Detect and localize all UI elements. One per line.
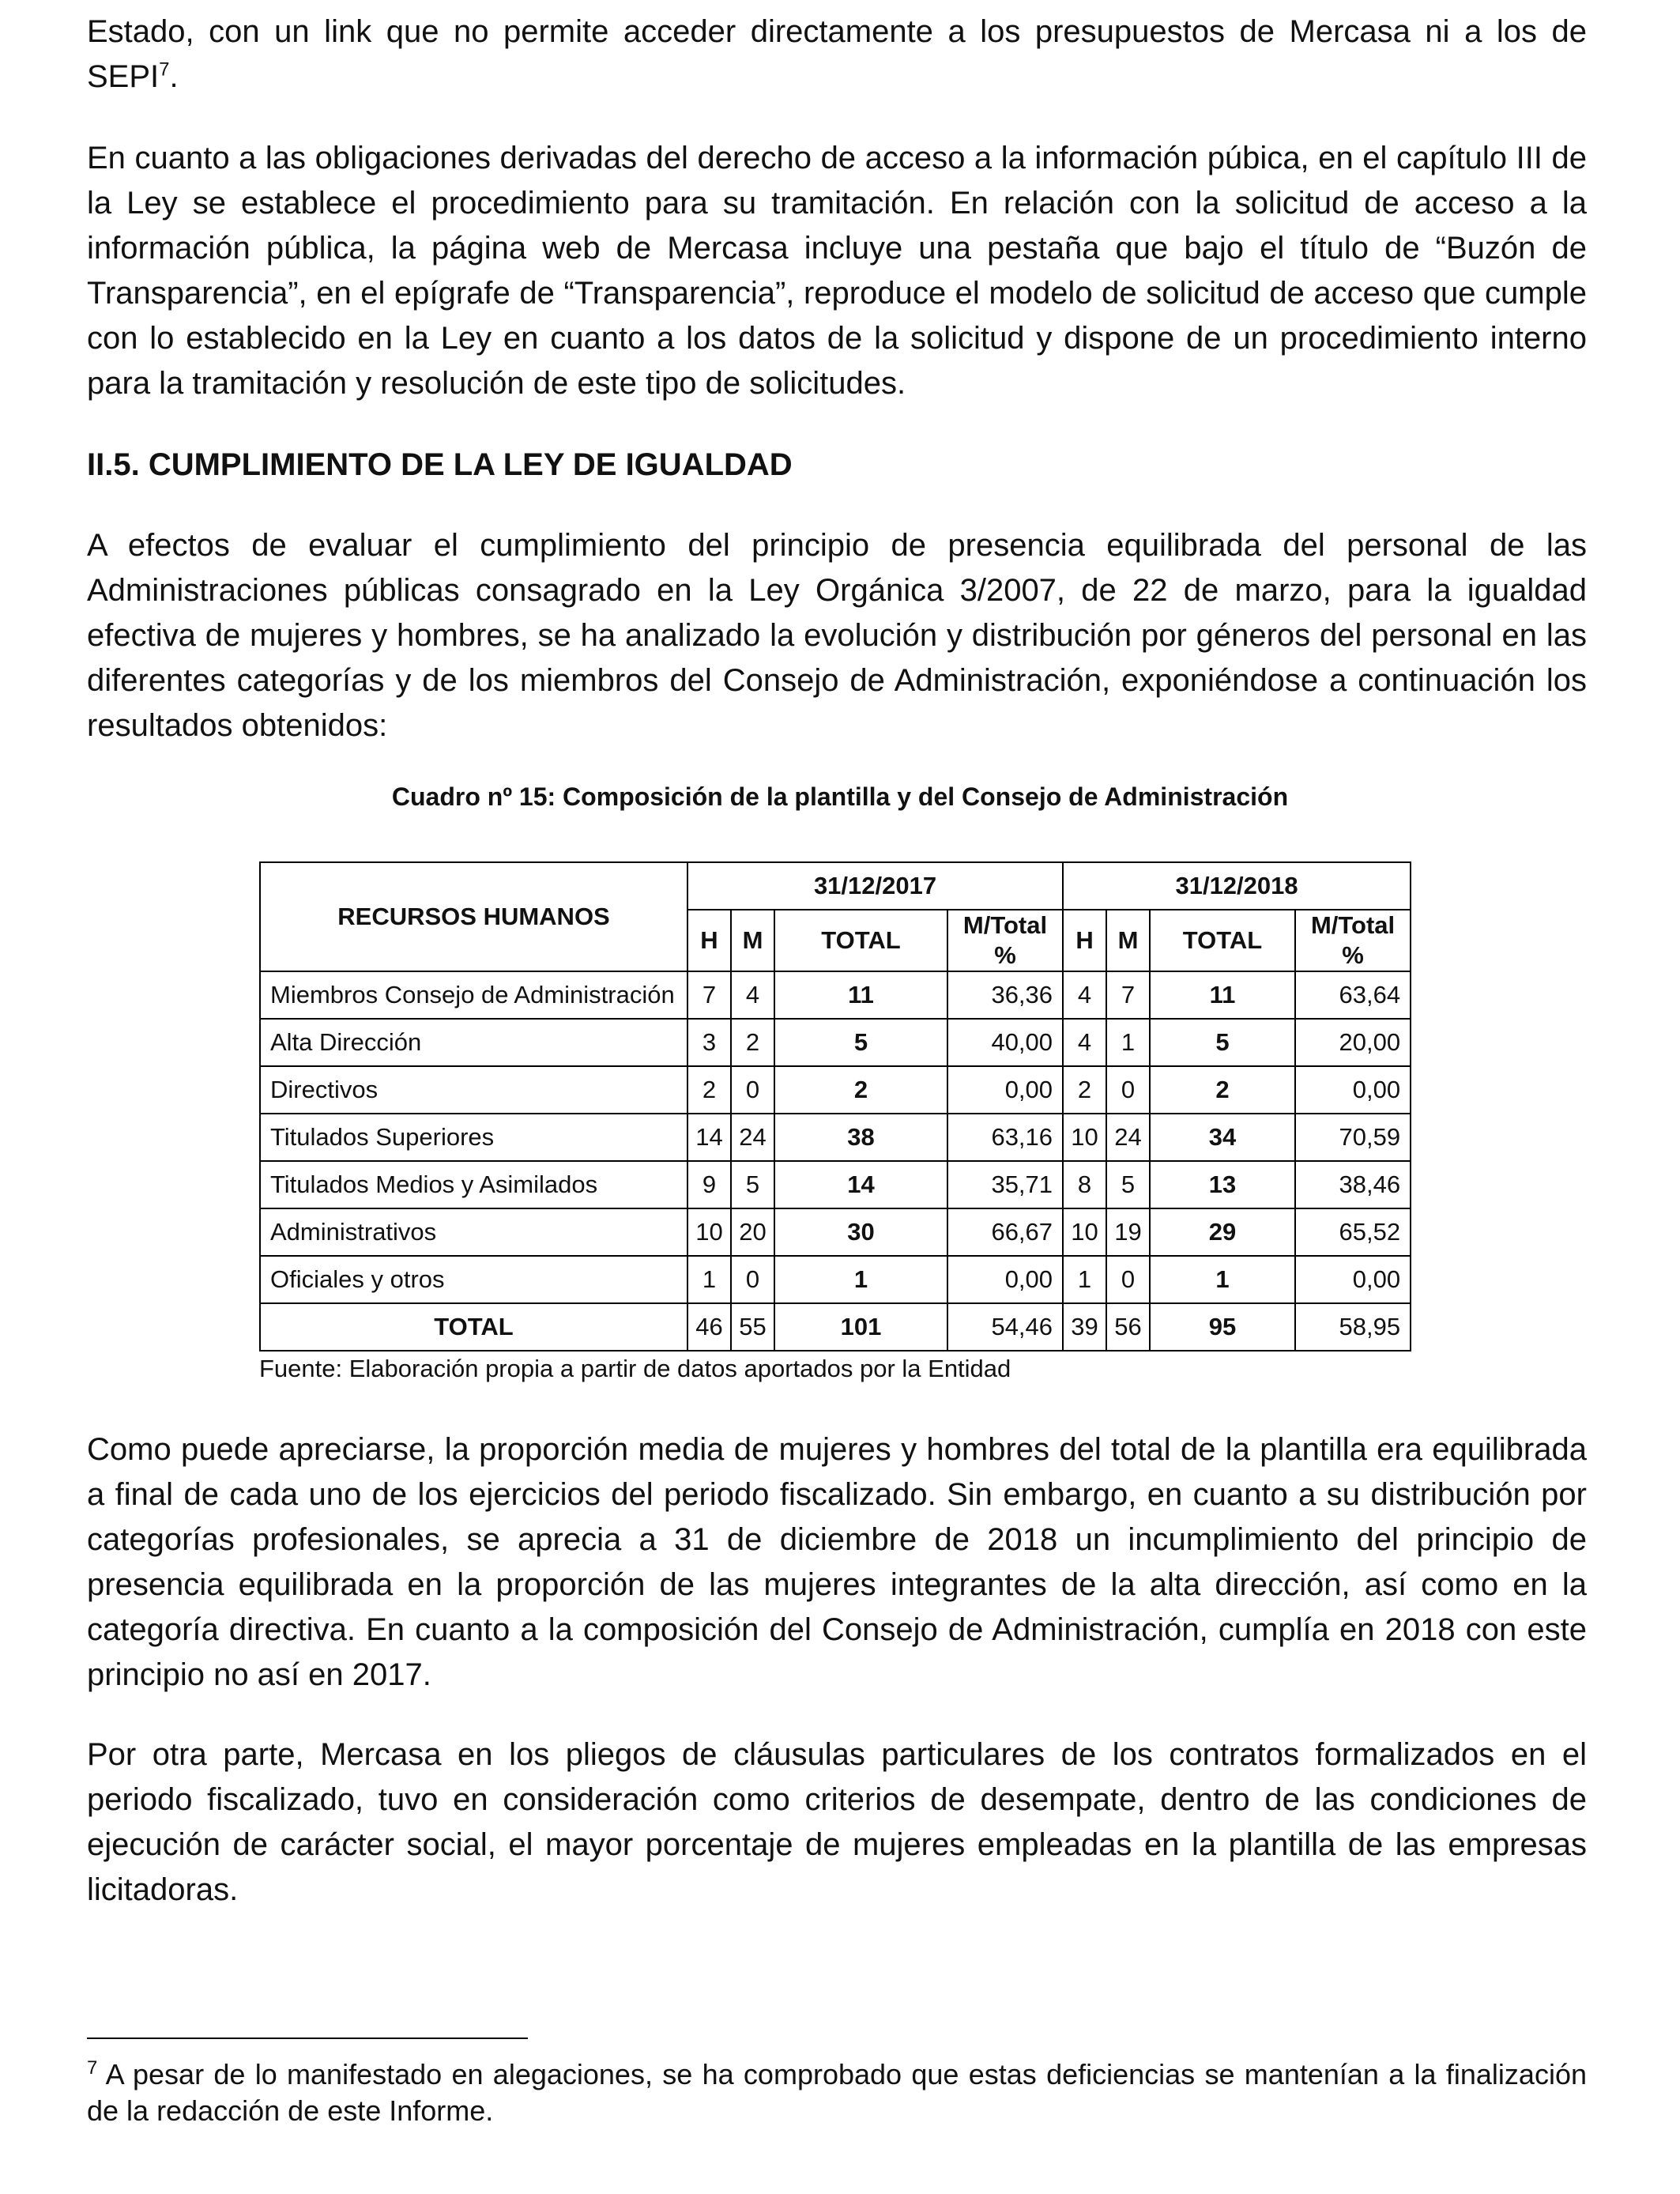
table-row	[260, 1161, 1411, 1208]
cell-pct-2017: 63,16	[947, 1114, 1063, 1161]
cell-pct-2017: 0,00	[947, 1066, 1063, 1114]
cell-m-2017: 5	[731, 1161, 774, 1208]
cell-h-2018: 10	[1063, 1208, 1106, 1256]
col-header-pct-2017: M/Total %	[947, 910, 1063, 971]
total-total-2018: 95	[1150, 1303, 1295, 1351]
cell-total-2017: 1	[774, 1256, 947, 1303]
cell-pct-2018: 0,00	[1295, 1066, 1411, 1114]
row-label: Titulados Medios y Asimilados	[260, 1161, 687, 1208]
table-total-row	[260, 1303, 1411, 1351]
paragraph-equality-evaluation: A efectos de evaluar el cumplimiento del principio de presencia equilibrada del personal de las Administraciones públicas consagrado en la Ley Orgánica 3/2007, de 22 de marzo, para la igualdad efectiva de mujeres y hombres, se ha analizado la evolución y distribución por géneros del personal en las diferentes categorías y de los miembros del Consejo de Administración, exponiéndose a continuación los resultados obtenidos:	[87, 528, 1587, 743]
col-header-h-2018: H	[1063, 910, 1106, 971]
col-header-total-2018: TOTAL	[1150, 910, 1295, 971]
cell-m-2018: 24	[1106, 1114, 1150, 1161]
period-header-2018: 31/12/2018	[1063, 862, 1411, 910]
row-header-cell: RECURSOS HUMANOS	[260, 862, 687, 971]
cell-total-2017: 5	[774, 1019, 947, 1066]
footnote-text: A pesar de lo manifestado en alegaciones, se ha comprobado que estas deficiencias se mantenían a la finalización de la redacción de este Informe.	[87, 2058, 1587, 2127]
total-total-2017: 101	[774, 1303, 947, 1351]
paragraph-intro	[87, 9, 1587, 100]
row-label: Oficiales y otros	[260, 1256, 687, 1303]
table-row	[260, 1114, 1411, 1161]
cell-h-2017: 14	[687, 1114, 731, 1161]
cell-h-2017: 9	[687, 1161, 731, 1208]
paragraph-analysis: Como puede apreciarse, la proporción media de mujeres y hombres del total de la plantilla era equilibrada a final de cada uno de los ejercicios del periodo fiscalizado. Sin embargo, en cuanto a su distribución por categorías profesionales, se aprecia a 31 de diciembre de 2018 un incumplimiento del principio de presencia equilibrada en la proporción de las mujeres integrantes de la alta dirección, así como en la categoría directiva. En cuanto a la composición del Consejo de Administración, cumplía en 2018 con este principio no así en 2017.	[87, 1432, 1587, 1692]
cell-m-2018: 1	[1106, 1019, 1150, 1066]
table-row	[260, 971, 1411, 1019]
section-heading: II.5. CUMPLIMIENTO DE LA LEY DE IGUALDAD	[87, 447, 793, 482]
cell-pct-2018: 70,59	[1295, 1114, 1411, 1161]
cell-total-2017: 30	[774, 1208, 947, 1256]
cell-h-2018: 1	[1063, 1256, 1106, 1303]
cell-m-2018: 0	[1106, 1066, 1150, 1114]
cell-h-2018: 8	[1063, 1161, 1106, 1208]
footnote-ref-7[interactable]: 7	[159, 58, 170, 81]
cell-total-2018: 2	[1150, 1066, 1295, 1114]
paragraph-tender-criteria: Por otra parte, Mercasa en los pliegos de cláusulas particulares de los contratos formalizados en el periodo fiscalizado, tuvo en consideración como criterios de desempate, dentro de las condiciones de ejecución de carácter social, el mayor porcentaje de mujeres empleadas en la plantilla de las empresas licitadoras.	[87, 1737, 1587, 1907]
cell-m-2018: 7	[1106, 971, 1150, 1019]
cell-pct-2018: 63,64	[1295, 971, 1411, 1019]
cell-m-2018: 19	[1106, 1208, 1150, 1256]
cell-m-2017: 24	[731, 1114, 774, 1161]
cell-m-2017: 20	[731, 1208, 774, 1256]
col-header-m-2017: M	[731, 910, 774, 971]
cell-total-2018: 5	[1150, 1019, 1295, 1066]
cell-h-2018: 4	[1063, 971, 1106, 1019]
staff-composition-table	[259, 861, 1411, 1351]
row-label: Miembros Consejo de Administración	[260, 971, 687, 1019]
paragraph-access-information: En cuanto a las obligaciones derivadas del derecho de acceso a la información púbica, en el capítulo III de la Ley se establece el procedimiento para su tramitación. En relación con la solicitud de acceso a la información pública, la página web de Mercasa incluye una pestaña que bajo el título de “Buzón de Transparencia”, en el epígrafe de “Transparencia”, reproduce el modelo de solicitud de acceso que cumple con lo establecido en la Ley en cuanto a los datos de la solicitud y dispone de un procedimiento interno para la tramitación y resolución de este tipo de solicitudes.	[87, 141, 1587, 401]
cell-total-2018: 29	[1150, 1208, 1295, 1256]
total-h-2018: 39	[1063, 1303, 1106, 1351]
row-label: Administrativos	[260, 1208, 687, 1256]
cell-h-2017: 2	[687, 1066, 731, 1114]
total-h-2017: 46	[687, 1303, 731, 1351]
cell-pct-2017: 35,71	[947, 1161, 1063, 1208]
cell-h-2017: 3	[687, 1019, 731, 1066]
cell-m-2017: 2	[731, 1019, 774, 1066]
cell-m-2018: 5	[1106, 1161, 1150, 1208]
cell-total-2017: 14	[774, 1161, 947, 1208]
total-m-2018: 56	[1106, 1303, 1150, 1351]
table-source-note: Fuente: Elaboración propia a partir de datos aportados por la Entidad	[259, 1355, 1011, 1382]
cell-h-2018: 2	[1063, 1066, 1106, 1114]
table-row	[260, 1256, 1411, 1303]
total-pct-2018: 58,95	[1295, 1303, 1411, 1351]
cell-total-2018: 1	[1150, 1256, 1295, 1303]
total-row-label: TOTAL	[260, 1303, 687, 1351]
cell-pct-2017: 36,36	[947, 971, 1063, 1019]
total-pct-2017: 54,46	[947, 1303, 1063, 1351]
col-header-m-2018: M	[1106, 910, 1150, 971]
row-label: Titulados Superiores	[260, 1114, 687, 1161]
paragraph-intro-end: .	[169, 59, 179, 94]
cell-total-2018: 11	[1150, 971, 1295, 1019]
cell-pct-2018: 38,46	[1295, 1161, 1411, 1208]
cell-pct-2018: 0,00	[1295, 1256, 1411, 1303]
cell-m-2018: 0	[1106, 1256, 1150, 1303]
col-header-h-2017: H	[687, 910, 731, 971]
cell-pct-2018: 65,52	[1295, 1208, 1411, 1256]
cell-pct-2018: 20,00	[1295, 1019, 1411, 1066]
row-label: Alta Dirección	[260, 1019, 687, 1066]
cell-pct-2017: 0,00	[947, 1256, 1063, 1303]
cell-h-2017: 1	[687, 1256, 731, 1303]
cell-pct-2017: 40,00	[947, 1019, 1063, 1066]
cell-total-2018: 13	[1150, 1161, 1295, 1208]
period-header-2017: 31/12/2017	[687, 862, 1063, 910]
cell-total-2018: 34	[1150, 1114, 1295, 1161]
cell-h-2018: 10	[1063, 1114, 1106, 1161]
cell-total-2017: 11	[774, 971, 947, 1019]
cell-h-2017: 10	[687, 1208, 731, 1256]
table-row	[260, 1208, 1411, 1256]
cell-h-2018: 4	[1063, 1019, 1106, 1066]
row-label: Directivos	[260, 1066, 687, 1114]
footnote-number: 7	[87, 2057, 98, 2079]
col-header-total-2017: TOTAL	[774, 910, 947, 971]
footnote-divider	[87, 2038, 528, 2039]
table-row	[260, 1019, 1411, 1066]
paragraph-intro-text: Estado, con un link que no permite acceder directamente a los presupuestos de Mercasa ni a los de SEPI	[87, 14, 1587, 94]
cell-total-2017: 38	[774, 1114, 947, 1161]
cell-m-2017: 4	[731, 971, 774, 1019]
table-row	[260, 1066, 1411, 1114]
table-caption: Cuadro nº 15: Composición de la plantilla y del Consejo de Administración	[391, 782, 1289, 811]
cell-total-2017: 2	[774, 1066, 947, 1114]
cell-pct-2017: 66,67	[947, 1208, 1063, 1256]
cell-m-2017: 0	[731, 1256, 774, 1303]
cell-h-2017: 7	[687, 971, 731, 1019]
cell-m-2017: 0	[731, 1066, 774, 1114]
total-m-2017: 55	[731, 1303, 774, 1351]
footnote-7	[87, 2056, 1587, 2129]
col-header-pct-2018: M/Total %	[1295, 910, 1411, 971]
